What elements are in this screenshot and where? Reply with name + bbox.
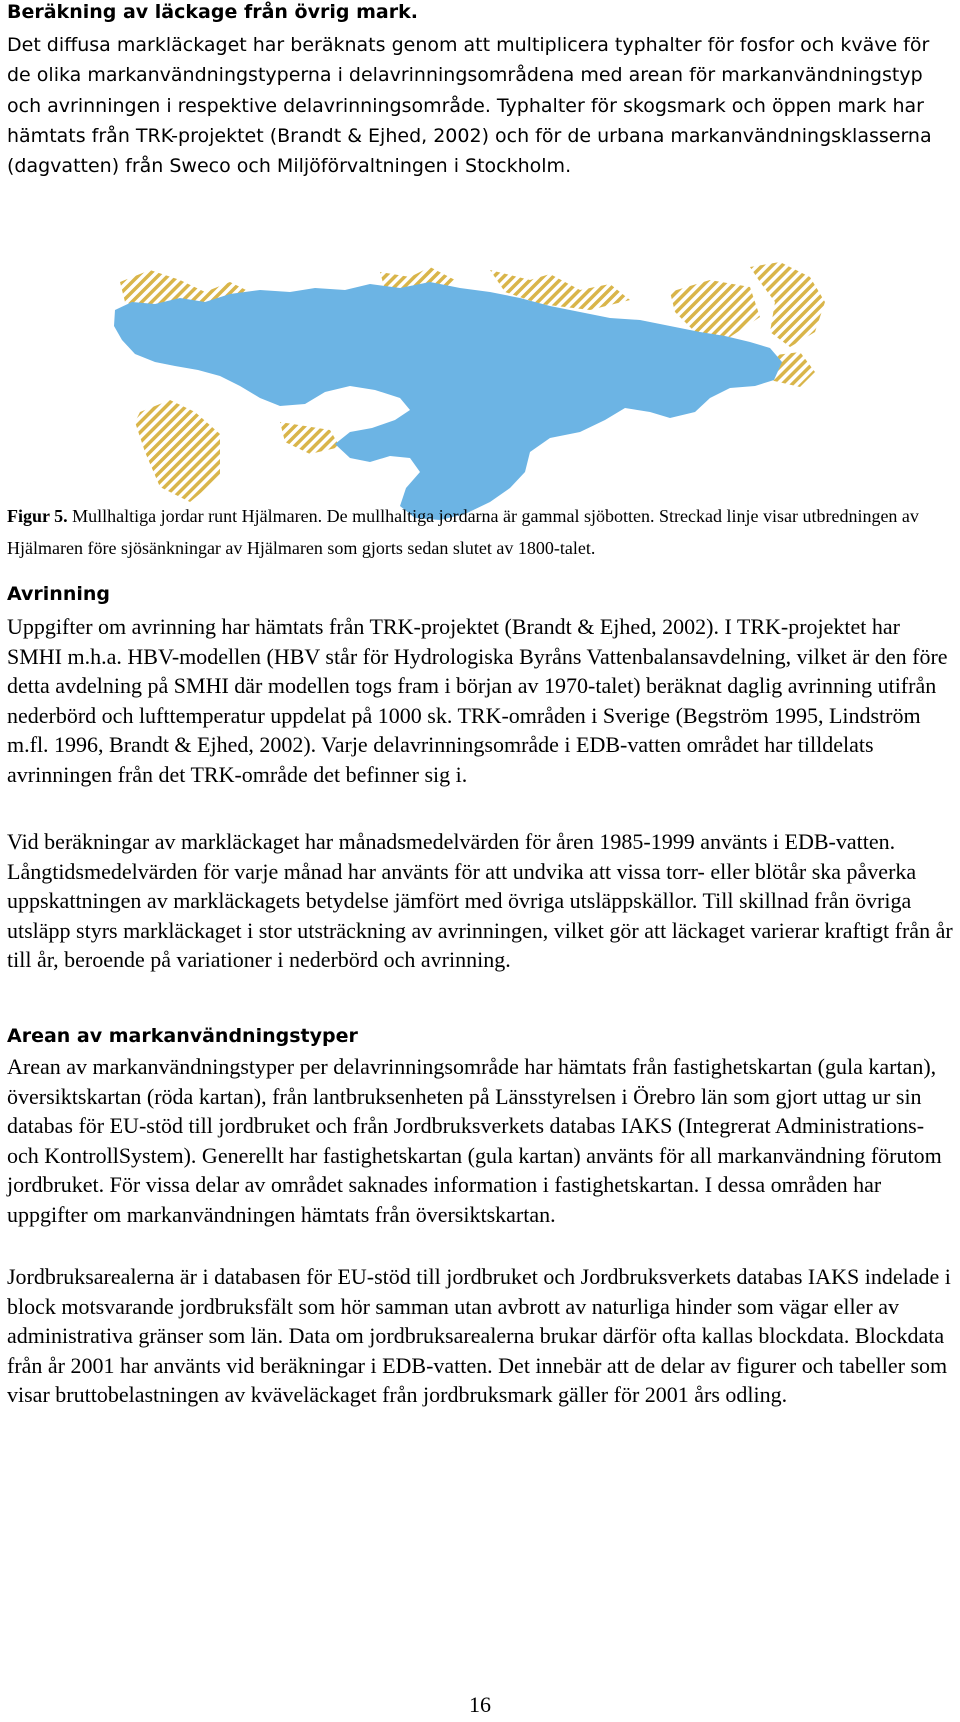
paragraph-markläckage: Det diffusa markläckaget har beräknats genom att multiplicera typhalter för fosfor och kväve för de olika markanvändningstyperna i delavrinningsområdena med arean för markanvändningstyp och avrinningen i respektive delavrinningsområde. Typhalter för skogsmark och öppen mark har hämtats från TRK-projektet (Brandt & Ejhed, 2002) och för de urbana markanvändningsklasserna (dagvatten) från Sweco och Miljöförvaltningen i Stockholm. bbox=[7, 34, 932, 178]
hjalmaren-map bbox=[110, 262, 840, 524]
paragraph-avrinning-2: Vid beräkningar av markläckaget har månadsmedelvärden för åren 1985-1999 använts i EDB-vatten. Långtidsmedelvärden för varje månad har använts för att undvika att vissa torr- eller blötår ska påverka uppskattningen av markläckagets betydelse jämfört med övriga utsläppskällor. Till skillnad från övriga utsläpp styrs markläckaget i stor utsträckning av avrinningen, vilket gör att läckaget varierar kraftigt från år till år, beroende på variationer i nederbörd och avrinning. bbox=[7, 829, 953, 973]
paragraph-arean-1: Arean av markanvändningstyper per delavrinningsområde har hämtats från fastighetskartan (gula kartan), översiktskartan (röda kartan), från lantbruksenheten på Länsstyrelsen i Örebro län som gjort uttag ur sin databas för EU-stöd till jordbruket och från Jordbruksverkets databas IAKS (Integrerat Administrations- och KontrollSystem). Generellt har fastighetskartan (gula kartan) använts för all markanvändning förutom jordbruket. För vissa delar av området saknades information i fastighetskartan. I dessa områden har uppgifter om markanvändningen hämtats från översiktskartan. bbox=[7, 1054, 942, 1227]
section-heading-markläckage: Beräkning av läckage från övrig mark. bbox=[7, 1, 418, 23]
figure-caption bbox=[7, 500, 955, 564]
page-number: 16 bbox=[469, 1692, 491, 1717]
figure-label: Figur 5. bbox=[7, 506, 68, 526]
paragraph-arean-2: Jordbruksarealerna är i databasen för EU-stöd till jordbruket och Jordbruksverkets databas IAKS indelade i block motsvarande jordbruksfält som hör samman utan avbrott av naturliga hinder som vägar eller av administrativa gränser som län. Data om jordbruksarealerna brukar därför ofta kallas blockdata. Blockdata från år 2001 har använts vid beräkningar i EDB-vatten. Det innebär att de delar av figurer och tabeller som visar bruttobelastningen av kväveläckaget från jordbruksmark gäller för 2001 års odling. bbox=[7, 1264, 951, 1408]
section-heading-arean: Arean av markanvändningstyper bbox=[7, 1025, 358, 1047]
figure-caption-text: Mullhaltiga jordar runt Hjälmaren. De mullhaltiga jordarna är gammal sjöbotten. Streckad linje visar utbredningen av Hjälmaren före sjösänkningar av Hjälmaren som gjorts sedan slutet av 1800-talet. bbox=[7, 506, 919, 558]
paragraph-avrinning-1: Uppgifter om avrinning har hämtats från TRK-projektet (Brandt & Ejhed, 2002). I TRK-projektet har SMHI m.h.a. HBV-modellen (HBV står för Hydrologiska Byråns Vattenbalansavdelning, vilket är den före detta avdelning på SMHI där modellen togs fram i början av 1970-talet) beräknat daglig avrinning utifrån nederbörd och lufttemperatur uppdelat på 1000 sk. TRK-områden i Sverige (Begström 1995, Lindström m.fl. 1996, Brandt & Ejhed, 2002). Varje delavrinningsområde i EDB-vatten området har tilldelats avrinningen från det TRK-område det befinner sig i. bbox=[7, 614, 948, 787]
section-heading-avrinning: Avrinning bbox=[7, 583, 110, 605]
